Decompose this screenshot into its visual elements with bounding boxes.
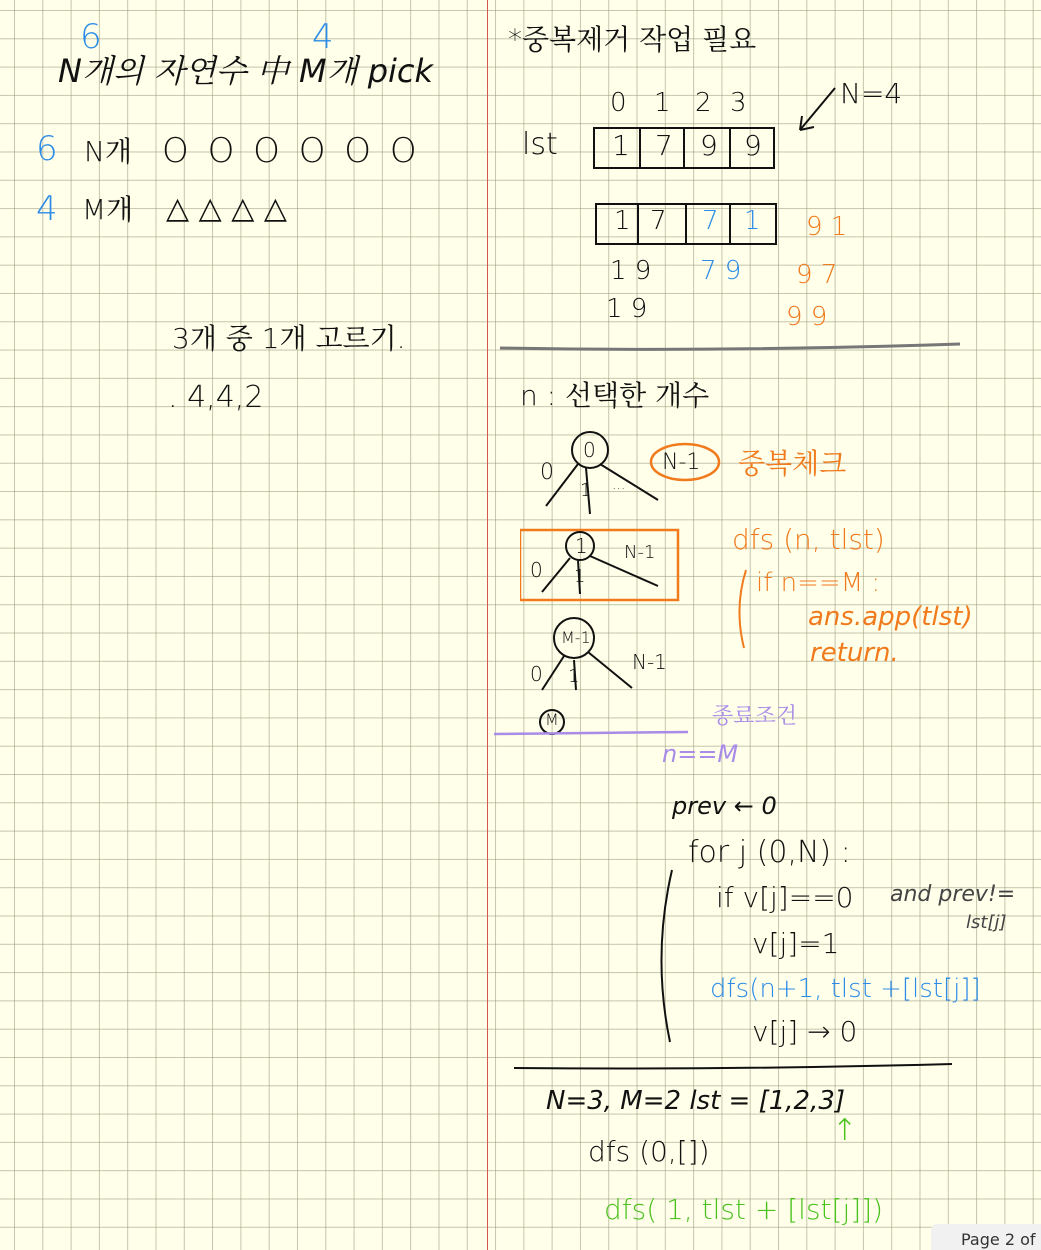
note-numbers: . 4,4,2	[168, 380, 264, 415]
end-condition-expr: n==M	[662, 740, 739, 768]
margin-line	[487, 0, 488, 1250]
lst-cell-2: 9	[700, 129, 718, 162]
prev-init: prev ← 0	[672, 792, 777, 820]
row-b-black: 1 9	[606, 294, 648, 324]
tree-edge-1: 1	[580, 480, 592, 501]
index-3: 3	[730, 88, 747, 118]
dup-check-label: 중복체크	[738, 447, 847, 480]
divider-bottom	[512, 1060, 962, 1074]
code-if: if n==M :	[756, 568, 881, 598]
index-1: 1	[654, 88, 671, 118]
end-condition-label: 종료조건	[712, 704, 798, 729]
n-definition: n : 선택한 개수	[520, 379, 710, 412]
tree3-mid: 1	[568, 666, 580, 687]
up-arrow: ↑	[832, 1113, 858, 1148]
tree3-root: M-1	[561, 628, 591, 647]
n-equals-label: N=4	[840, 77, 903, 110]
number-six: 6	[80, 17, 102, 57]
code-ans: ans.app(tlst)	[808, 602, 973, 632]
reset-line: v[j] → 0	[752, 1015, 858, 1048]
tree2-right: N-1	[624, 542, 656, 563]
index-2: 2	[695, 88, 712, 118]
tree2-root: 1	[575, 534, 588, 558]
tree2-left: 0	[530, 558, 543, 582]
example-params: N=3, M=2 lst = [1,2,3]	[546, 1086, 846, 1116]
tree2-mid: 1	[574, 566, 586, 587]
for-bracket	[650, 866, 680, 1046]
arr2-cell-1: 7	[650, 206, 667, 236]
arr2-cell-0: 1	[614, 206, 631, 236]
row-a-blue: 7 9	[700, 256, 742, 286]
divider-top	[498, 338, 968, 358]
left-title: N개의 자연수 中 M개 pick	[58, 52, 434, 90]
for-line: for j (0,N) :	[688, 835, 851, 870]
row2-number: 4	[36, 189, 58, 229]
code-return: return.	[810, 638, 899, 668]
example-call: dfs (0,[])	[588, 1135, 710, 1168]
row1-label: N개	[84, 135, 132, 168]
row2-label: M개	[82, 193, 134, 226]
end-line	[492, 728, 692, 738]
set-line: v[j]=1	[752, 927, 840, 960]
index-0: 0	[610, 88, 627, 118]
lst-cell-1: 7	[655, 129, 673, 162]
arr2-cell-2: 7	[702, 206, 719, 236]
lst-cell-0: 1	[612, 129, 630, 162]
row1-number: 6	[36, 129, 58, 169]
code-bracket-orange	[732, 568, 752, 652]
tree-root-label: 0	[583, 438, 596, 462]
number-four: 4	[312, 17, 334, 57]
note-choose: 3개 중 1개 고르기.	[172, 322, 406, 355]
tree3-left: 0	[530, 662, 543, 686]
row-a-black: 1 9	[610, 256, 652, 286]
and-condition: and prev!=	[890, 882, 1016, 907]
right-heading: *중복제거 작업 필요	[508, 23, 757, 56]
and-condition-2: lst[j]	[966, 912, 1007, 933]
if-line: if v[j]==0	[716, 881, 854, 914]
row-b-orange: 9 9	[786, 302, 828, 332]
lst-label: lst	[522, 127, 558, 162]
page-indicator: Page 2 of	[931, 1224, 1041, 1250]
row2-triangles: △ △ △ △	[166, 191, 287, 226]
arr2-extra: 9 1	[806, 212, 848, 242]
arr2-cell-3: 1	[744, 206, 761, 236]
code-dfs-signature: dfs (n, tlst)	[732, 523, 885, 556]
row-a-orange: 9 7	[796, 260, 838, 290]
tree-edge-0: 0	[540, 460, 554, 485]
tree-right-label: N-1	[662, 450, 701, 475]
tree-dots: ...	[612, 477, 626, 493]
lst-cell-3: 9	[744, 129, 762, 162]
row1-circles: O O O O O O	[162, 131, 421, 171]
dfs-call-line: dfs(n+1, tlst +[lst[j]]	[710, 974, 981, 1004]
tree4-root: M	[545, 710, 559, 729]
example-next-call: dfs( 1, tlst + [lst[j]])	[604, 1193, 883, 1226]
tree3-right: N-1	[632, 650, 667, 674]
